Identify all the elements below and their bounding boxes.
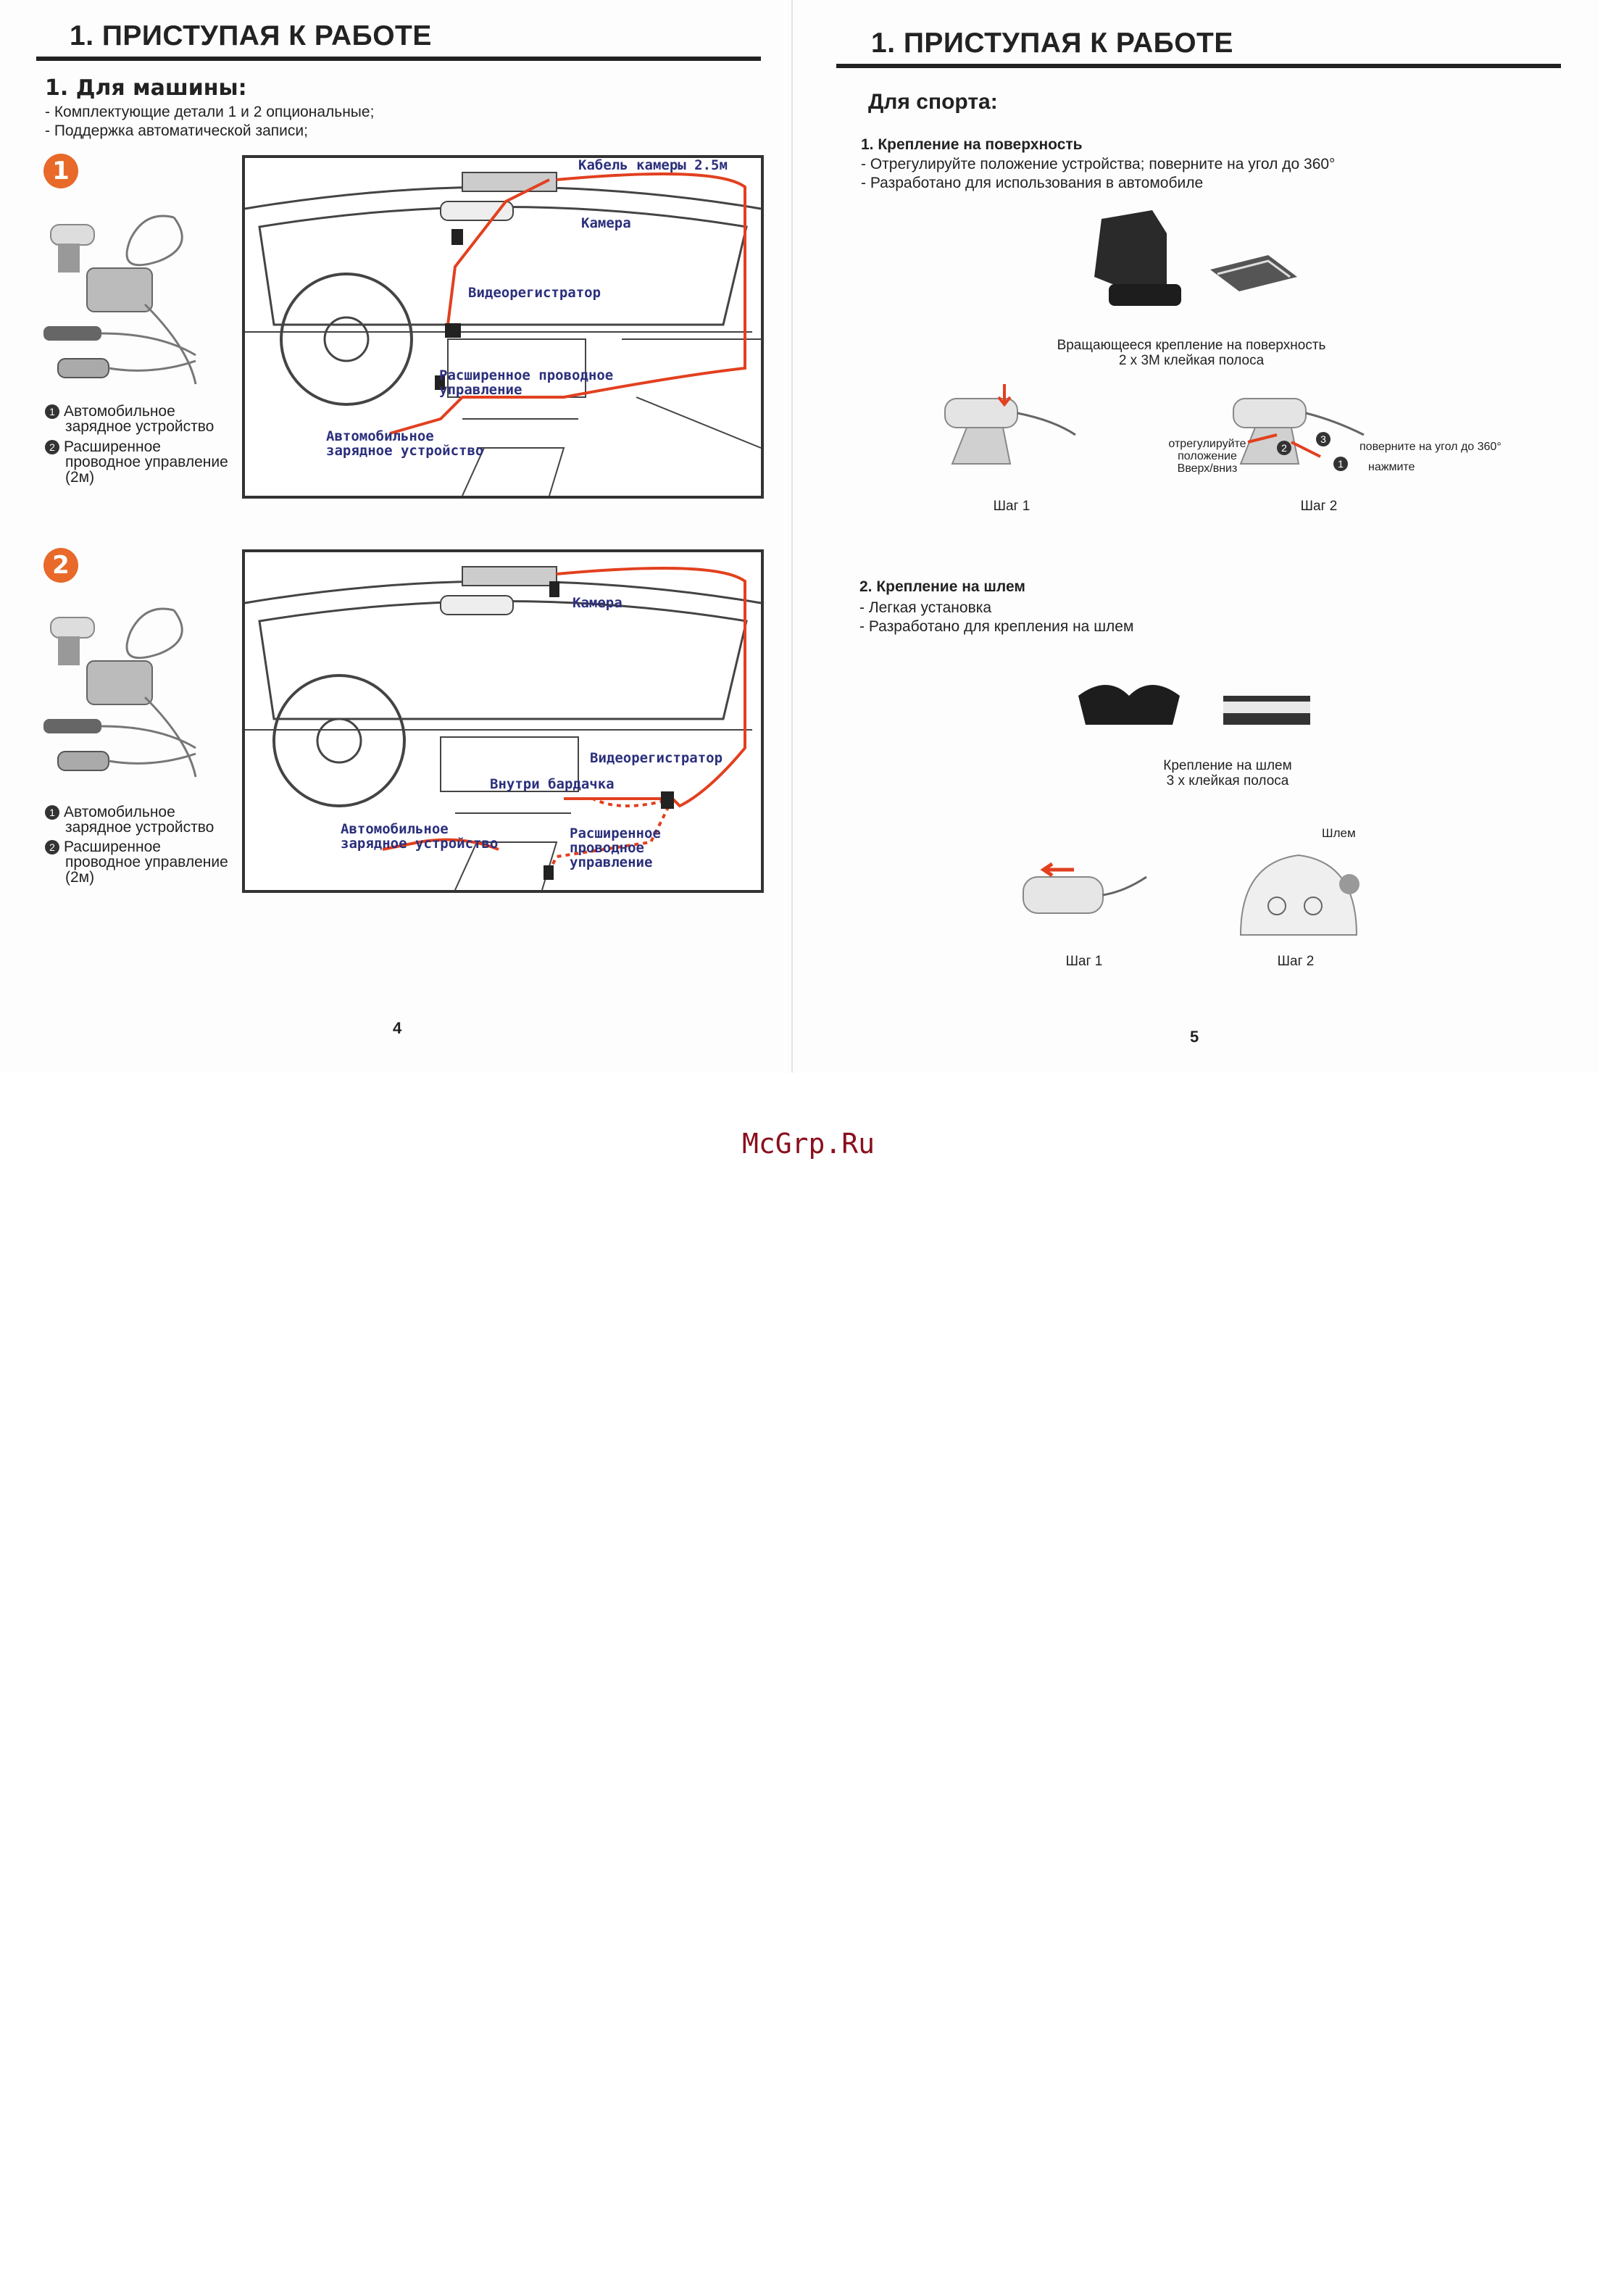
helmet-label: Шлем: [1322, 826, 1356, 840]
step-number-3-icon: 3: [1316, 432, 1331, 446]
note-1: - Комплектующие детали 1 и 2 опциональные;: [45, 104, 375, 120]
label-remote-3: управление: [570, 854, 653, 870]
helmet-line-2: - Разработано для крепления на шлем: [859, 618, 1134, 635]
label-dvr: Видеорегистратор: [468, 285, 601, 301]
section-title: 1. ПРИСТУПАЯ К РАБОТЕ: [871, 28, 1233, 59]
label-glovebox: Внутри бардачка: [490, 776, 615, 792]
rotate-label: поверните на угол до 360°: [1359, 441, 1502, 453]
label-camera: Камера: [581, 215, 631, 231]
surface-mount-title: 1. Крепление на поверхность: [861, 136, 1083, 153]
number-1-icon: 1: [45, 805, 59, 820]
label-charger-2: зарядное устройство: [326, 443, 484, 459]
page-number: 5: [1190, 1028, 1199, 1046]
surface-line-1: - Отрегулируйте положение устройства; повернитe на угол до 360°: [861, 156, 1336, 172]
surface-line-2: - Разработано для использования в автомобиле: [861, 175, 1204, 191]
number-1-icon: 1: [45, 404, 59, 419]
sport-heading: Для спорта:: [868, 90, 998, 114]
label-remote-2: проводное: [570, 840, 644, 856]
car-diagram-1: [242, 155, 764, 499]
press-label: нажмите: [1368, 461, 1415, 473]
watermark-text: McGrp.Ru: [742, 1128, 875, 1160]
step-number-2-icon: 2: [1277, 441, 1291, 455]
dashboard-drawing-1: [245, 158, 761, 496]
page-number: 4: [393, 1019, 402, 1037]
label-dvr: Видеорегистратор: [590, 750, 723, 766]
label-camera: Камера: [572, 595, 622, 611]
kit-illustration-2: [36, 588, 203, 784]
helmet-caption: Крепление на шлем 3 х клейкая полоса: [1163, 758, 1292, 789]
title-rule: [36, 57, 761, 61]
car-heading: 1. Для машины:: [45, 75, 247, 101]
label-remote-2: управление: [439, 382, 522, 398]
kit-illustration-1: [36, 196, 203, 391]
helmet-step1-label: Шаг 1: [1065, 954, 1103, 969]
legend-charger-1: 1 Автомобильное зарядное устройство: [45, 404, 214, 434]
option-badge-2: 2: [43, 548, 78, 583]
left-page: [0, 0, 793, 1073]
helmet-step2-image: [1233, 848, 1371, 942]
surface-step1-image: [938, 384, 1075, 478]
label-remote: Расширенное: [570, 825, 661, 841]
number-2-icon: 2: [45, 440, 59, 454]
label-charger: Автомобильное: [326, 428, 434, 444]
option-badge-1: 1: [43, 154, 78, 188]
helmet-step2-label: Шаг 2: [1277, 954, 1315, 969]
adjust-label: отрегулируйте положение Вверх/вниз: [1168, 438, 1246, 475]
label-camera-cable: Кабель камеры 2.5м: [578, 157, 728, 173]
helmet-line-1: - Легкая установка: [859, 599, 992, 616]
legend-remote-1: 2 Расширенное проводное управление (2м): [45, 439, 228, 485]
number-2-icon: 2: [45, 840, 59, 854]
legend-charger-2: 1 Автомобильное зарядное устройство: [45, 804, 214, 835]
label-charger: Автомобильное: [341, 821, 449, 837]
label-charger-2: зарядное устройство: [341, 836, 499, 852]
section-title: 1. ПРИСТУПАЯ К РАБОТЕ: [70, 20, 432, 51]
label-remote: Расширенное проводное: [439, 367, 614, 383]
note-2: - Поддержка автоматической записи;: [45, 122, 308, 139]
surface-step1-label: Шаг 1: [993, 499, 1030, 514]
dashboard-drawing-2: [245, 552, 761, 890]
helmet-mount-title: 2. Крепление на шлем: [859, 578, 1025, 595]
title-rule: [836, 64, 1561, 68]
surface-step2-label: Шаг 2: [1300, 499, 1338, 514]
helmet-step1-image: [1016, 855, 1146, 935]
right-page: [793, 0, 1599, 1073]
legend-remote-2: 2 Расширенное проводное управление (2м): [45, 839, 228, 885]
surface-mount-image: [1087, 204, 1391, 320]
surface-caption: Вращающееся крепление на поверхность 2 х 3М клейкая полоса: [1057, 338, 1326, 368]
helmet-mount-image: [1078, 667, 1383, 739]
step-number-1-icon: 1: [1333, 457, 1348, 471]
car-diagram-2: [242, 549, 764, 893]
